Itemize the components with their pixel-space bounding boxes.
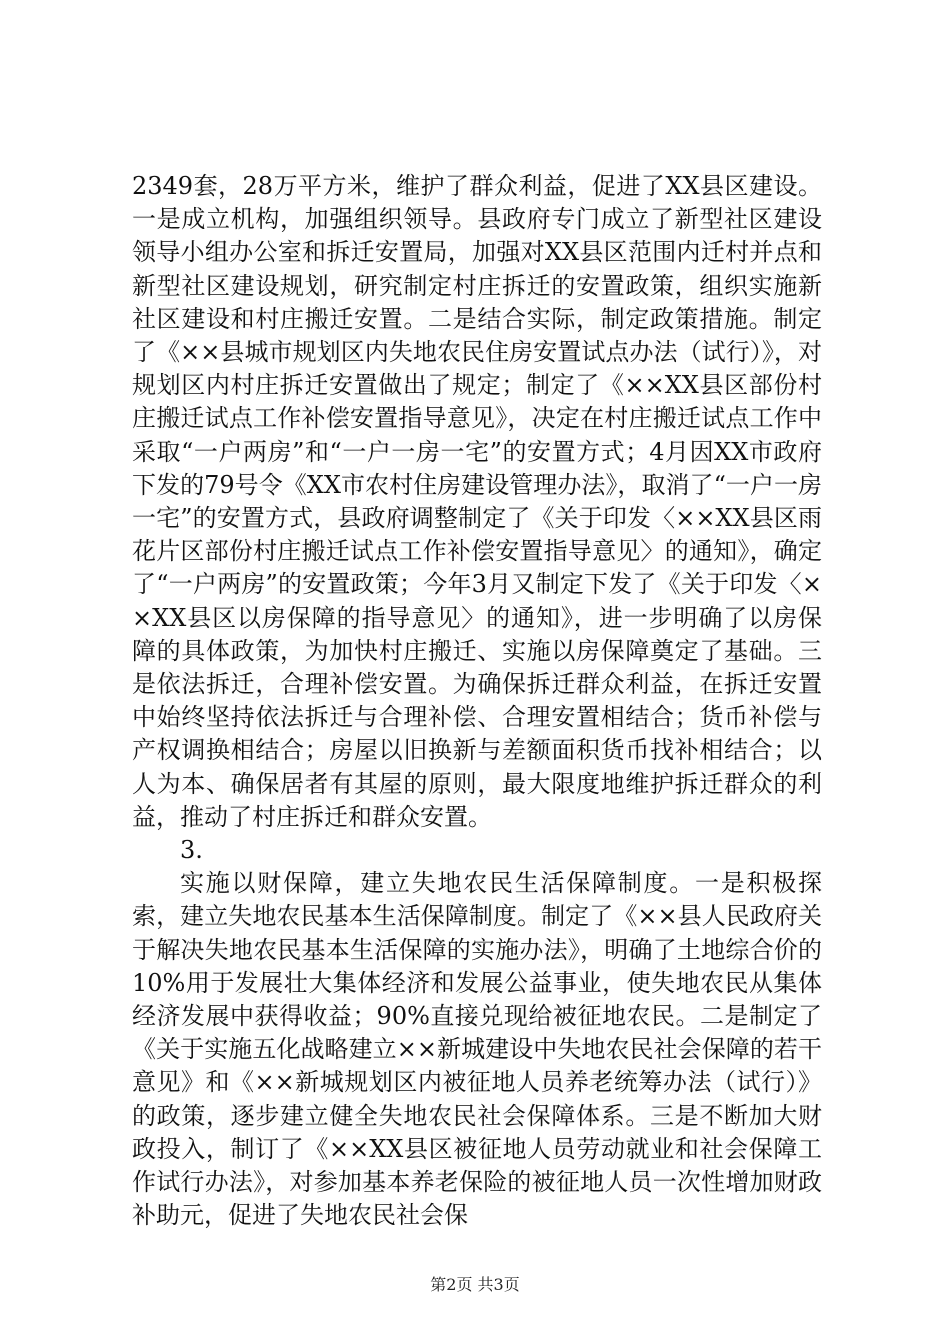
section-number: 3. — [180, 836, 203, 865]
page-indicator: 第2页 共3页 — [430, 1275, 520, 1294]
paragraph-housing-resettlement: 2349套，28万平方米，维护了群众利益，促进了XX县区建设。一是成立机构，加强组织领导。县政府专门成立了新型社区建设领导小组办公室和拆迁安置局，加强对XX县区范围内迁村并点和新型社区建设规划，研究制定村庄拆迁的安置政策，组织实施新社区建设和村庄搬迁安置。二是结合实际，制定政策措施。制定了《××县城市规划区内失地农民住房安置试点办法（试行）》，对规划区内村庄拆迁安置做出了规定；制定了《××XX县区部份村庄搬迁试点工作补偿安置指导意见》，决定在村庄搬迁试点工作中采取“一户两房”和“一户一房一宅”的安置方式；4月因XX市政府下发的79号令《XX市农村住房建设管理办法》，取消了“一户一房一宅”的安置方式，县政府调整制定了《关于印发〈××XX县区雨花片区部份村庄搬迁试点工作补偿安置指导意见〉的通知》，确定了“一户两房”的安置政策；今年3月又制定下发了《关于印发〈××XX县区以房保障的指导意见〉的通知》，进一步明确了以房保障的具体政策，为加快村庄搬迁、实施以房保障奠定了基础。三是依法拆迁，合理补偿安置。为确保拆迁群众利益，在拆迁安置中始终坚持依法拆迁与合理补偿、合理安置相结合；货币补偿与产权调换相结合；房屋以旧换新与差额面积货币找补相结合；以人为本、确保居者有其屋的原则，最大限度地维护拆迁群众的利益，推动了村庄拆迁和群众安置。 — [132, 172, 822, 831]
paragraph-financial-security: 实施以财保障，建立失地农民生活保障制度。一是积极探索，建立失地农民基本生活保障制度。制定了《××县人民政府关于解决失地农民基本生活保障的实施办法》，明确了土地综合价的10%用于发展壮大集体经济和发展公益事业，使失地农民从集体经济发展中获得收益；90%直接兑现给被征地农民。二是制定了《关于实施五化战略建立××新城建设中失地农民社会保障的若干意见》和《××新城规划区内被征地人员养老统筹办法（试行）》的政策，逐步建立健全失地农民社会保障体系。三是不断加大财政投入，制订了《××XX县区被征地人员劳动就业和社会保障工作试行办法》，对参加基本养老保险的被征地人员一次性增加财政补助元，促进了失地农民社会保 — [132, 869, 822, 1230]
page-footer — [0, 1272, 950, 1295]
document-body — [132, 170, 822, 1233]
